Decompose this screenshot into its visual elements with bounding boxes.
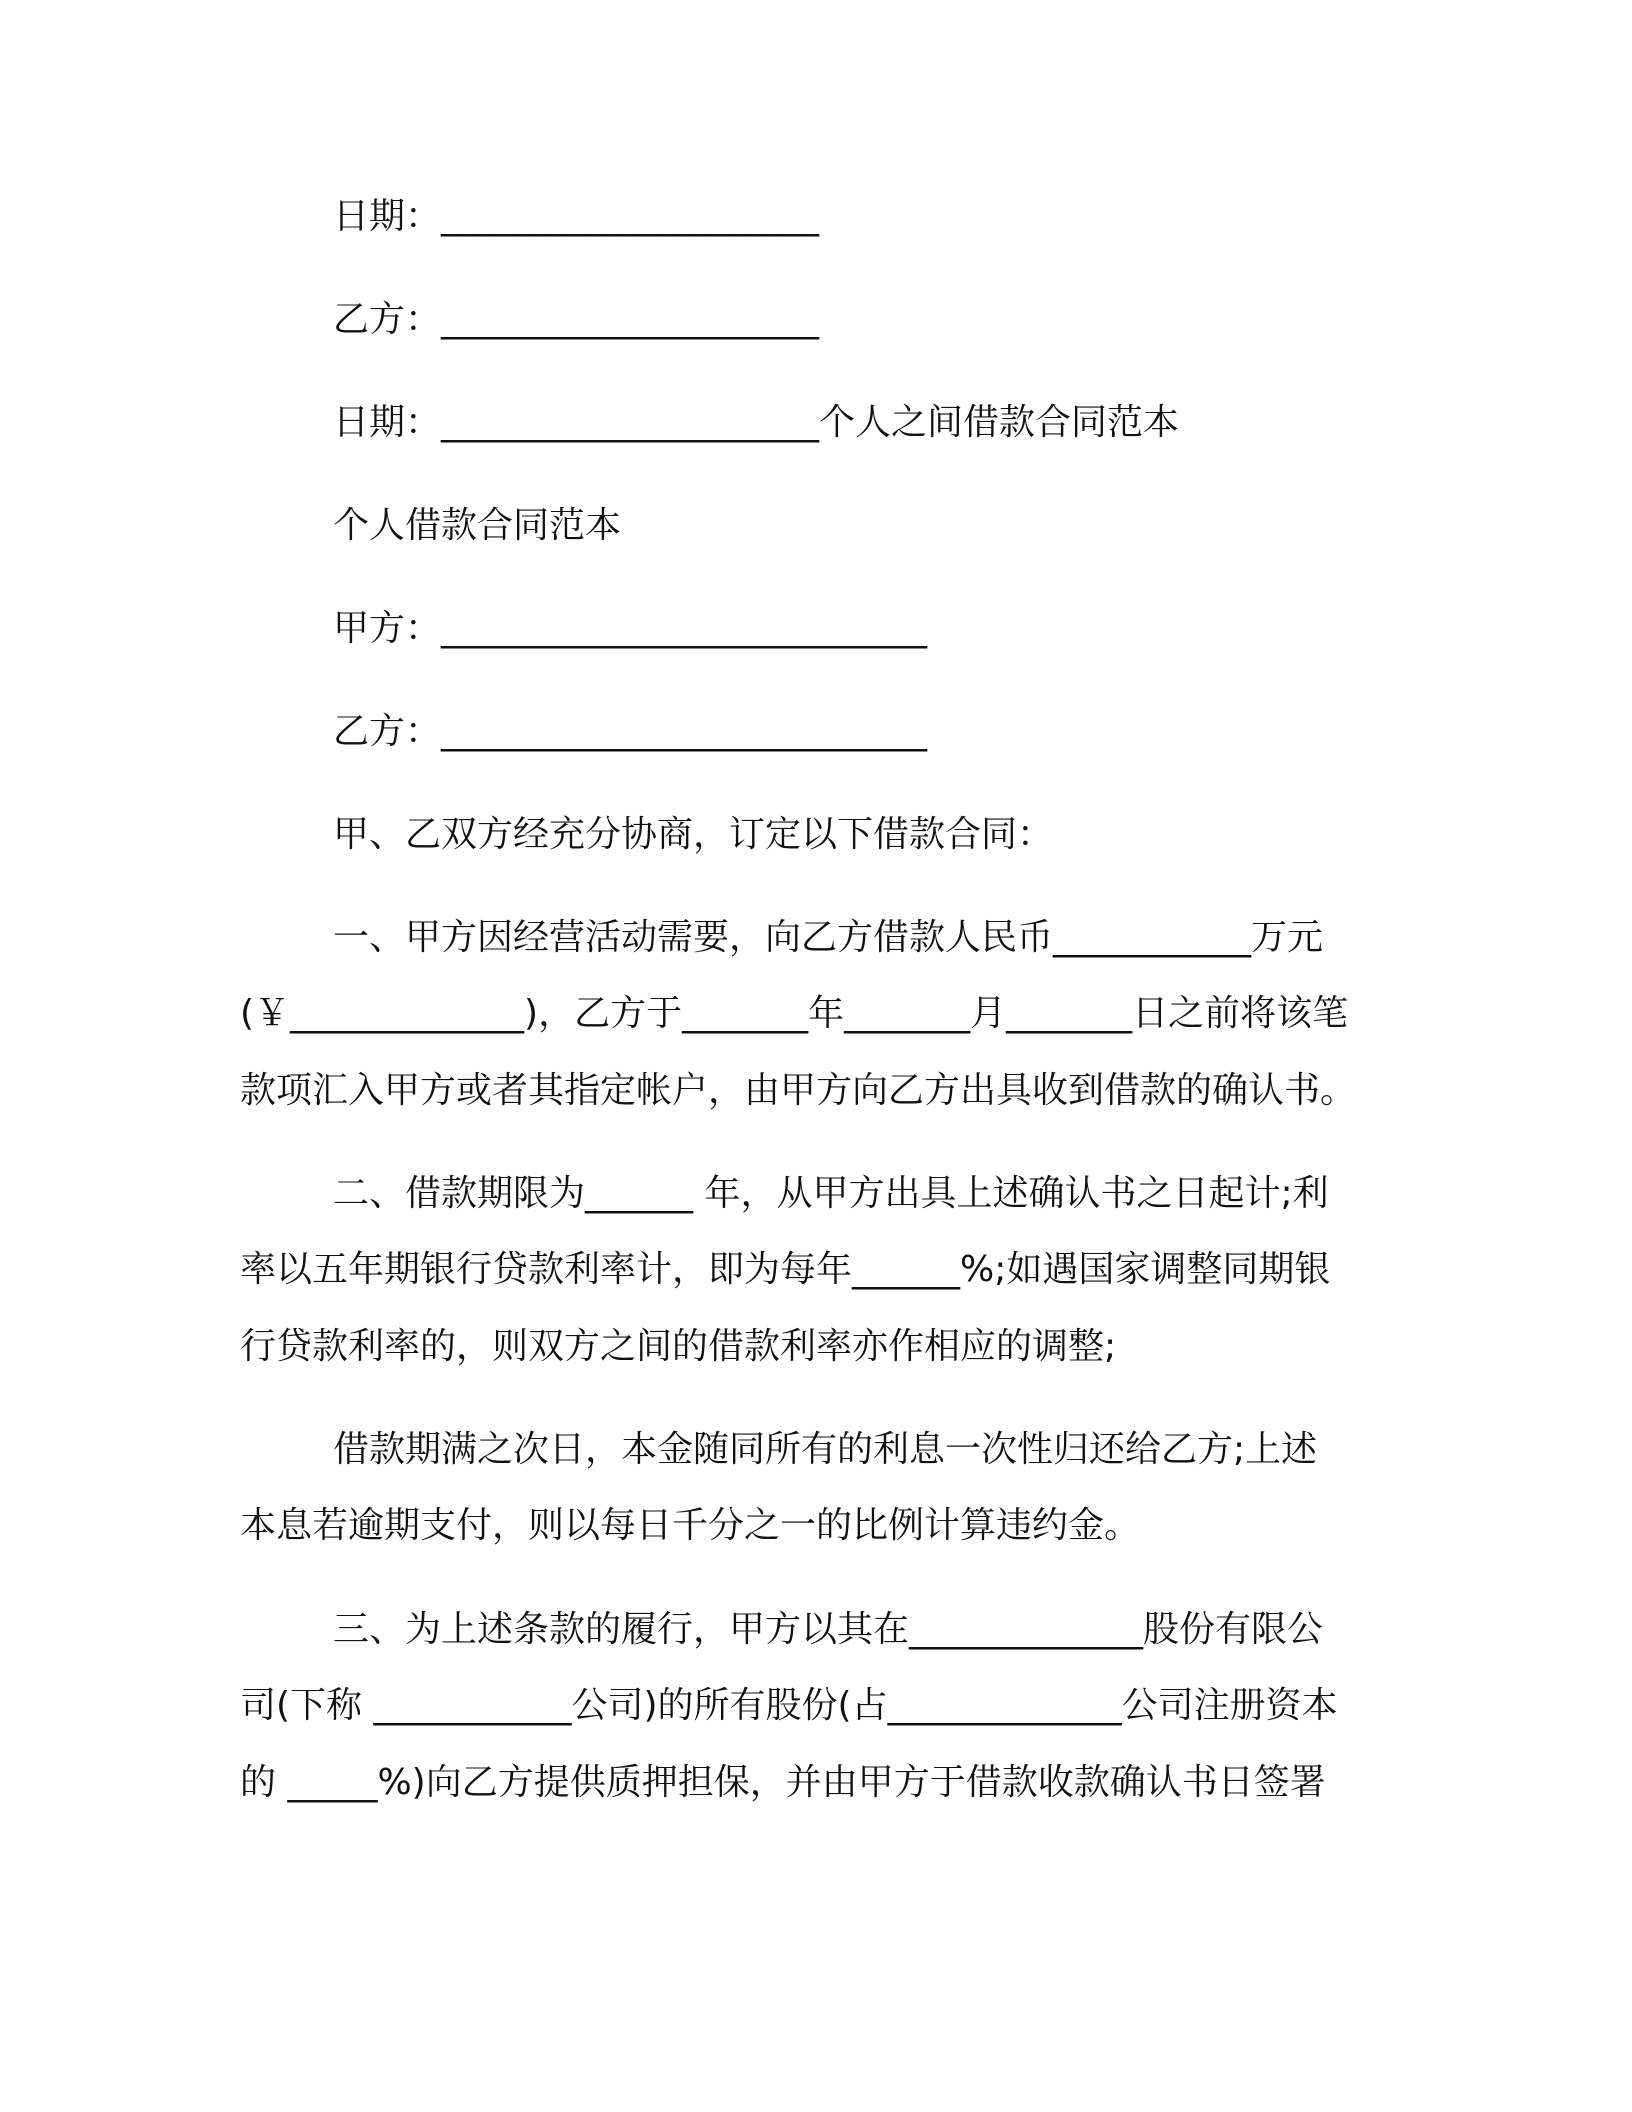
clause-3-line-1: 三、为上述条款的履行，甲方以其在_____________股份有限公 [333, 1609, 1324, 1650]
clause-2-line-3: 行贷款利率的，则双方之间的借款利率亦作相应的调整; [240, 1326, 1117, 1367]
contract-subtitle: 个人借款合同范本 [333, 505, 622, 546]
date-field-title-line: 日期：_____________________个人之间借款合同范本 [333, 402, 1180, 443]
party-b-field-line-1: 乙方：_____________________ [333, 299, 820, 340]
intro-paragraph: 甲、乙双方经充分协商，订定以下借款合同： [333, 814, 1054, 855]
clause-2-line-2: 率以五年期银行贷款利率计，即为每年______%;如遇国家调整同期银 [240, 1249, 1331, 1290]
party-a-field: 甲方：___________________________ [333, 608, 928, 649]
clause-1-line-1: 一、甲方因经营活动需要，向乙方借款人民币___________万元 [333, 917, 1324, 958]
party-b-field-line-2: 乙方：___________________________ [333, 711, 928, 752]
clause-1-line-3: 款项汇入甲方或者其指定帐户，由甲方向乙方出具收到借款的确认书。 [240, 1070, 1357, 1111]
repayment-line-1: 借款期满之次日，本金随同所有的利息一次性归还给乙方;上述 [333, 1429, 1318, 1470]
clause-3-line-3: 的 _____%)向乙方提供质押担保，并由甲方于借款收款确认书日签署 [240, 1762, 1326, 1803]
clause-2-line-1: 二、借款期限为______ 年，从甲方出具上述确认书之日起计;利 [333, 1173, 1329, 1214]
date-field-line-1: 日期：_____________________ [333, 196, 820, 237]
clause-1-line-2: (￥_____________)，乙方于_______年_______月_______日之前将该笔 [240, 993, 1349, 1034]
repayment-line-2: 本息若逾期支付，则以每日千分之一的比例计算违约金。 [240, 1505, 1141, 1546]
clause-3-line-2: 司(下称 ___________公司)的所有股份(占_____________公司注册资本 [240, 1685, 1338, 1726]
